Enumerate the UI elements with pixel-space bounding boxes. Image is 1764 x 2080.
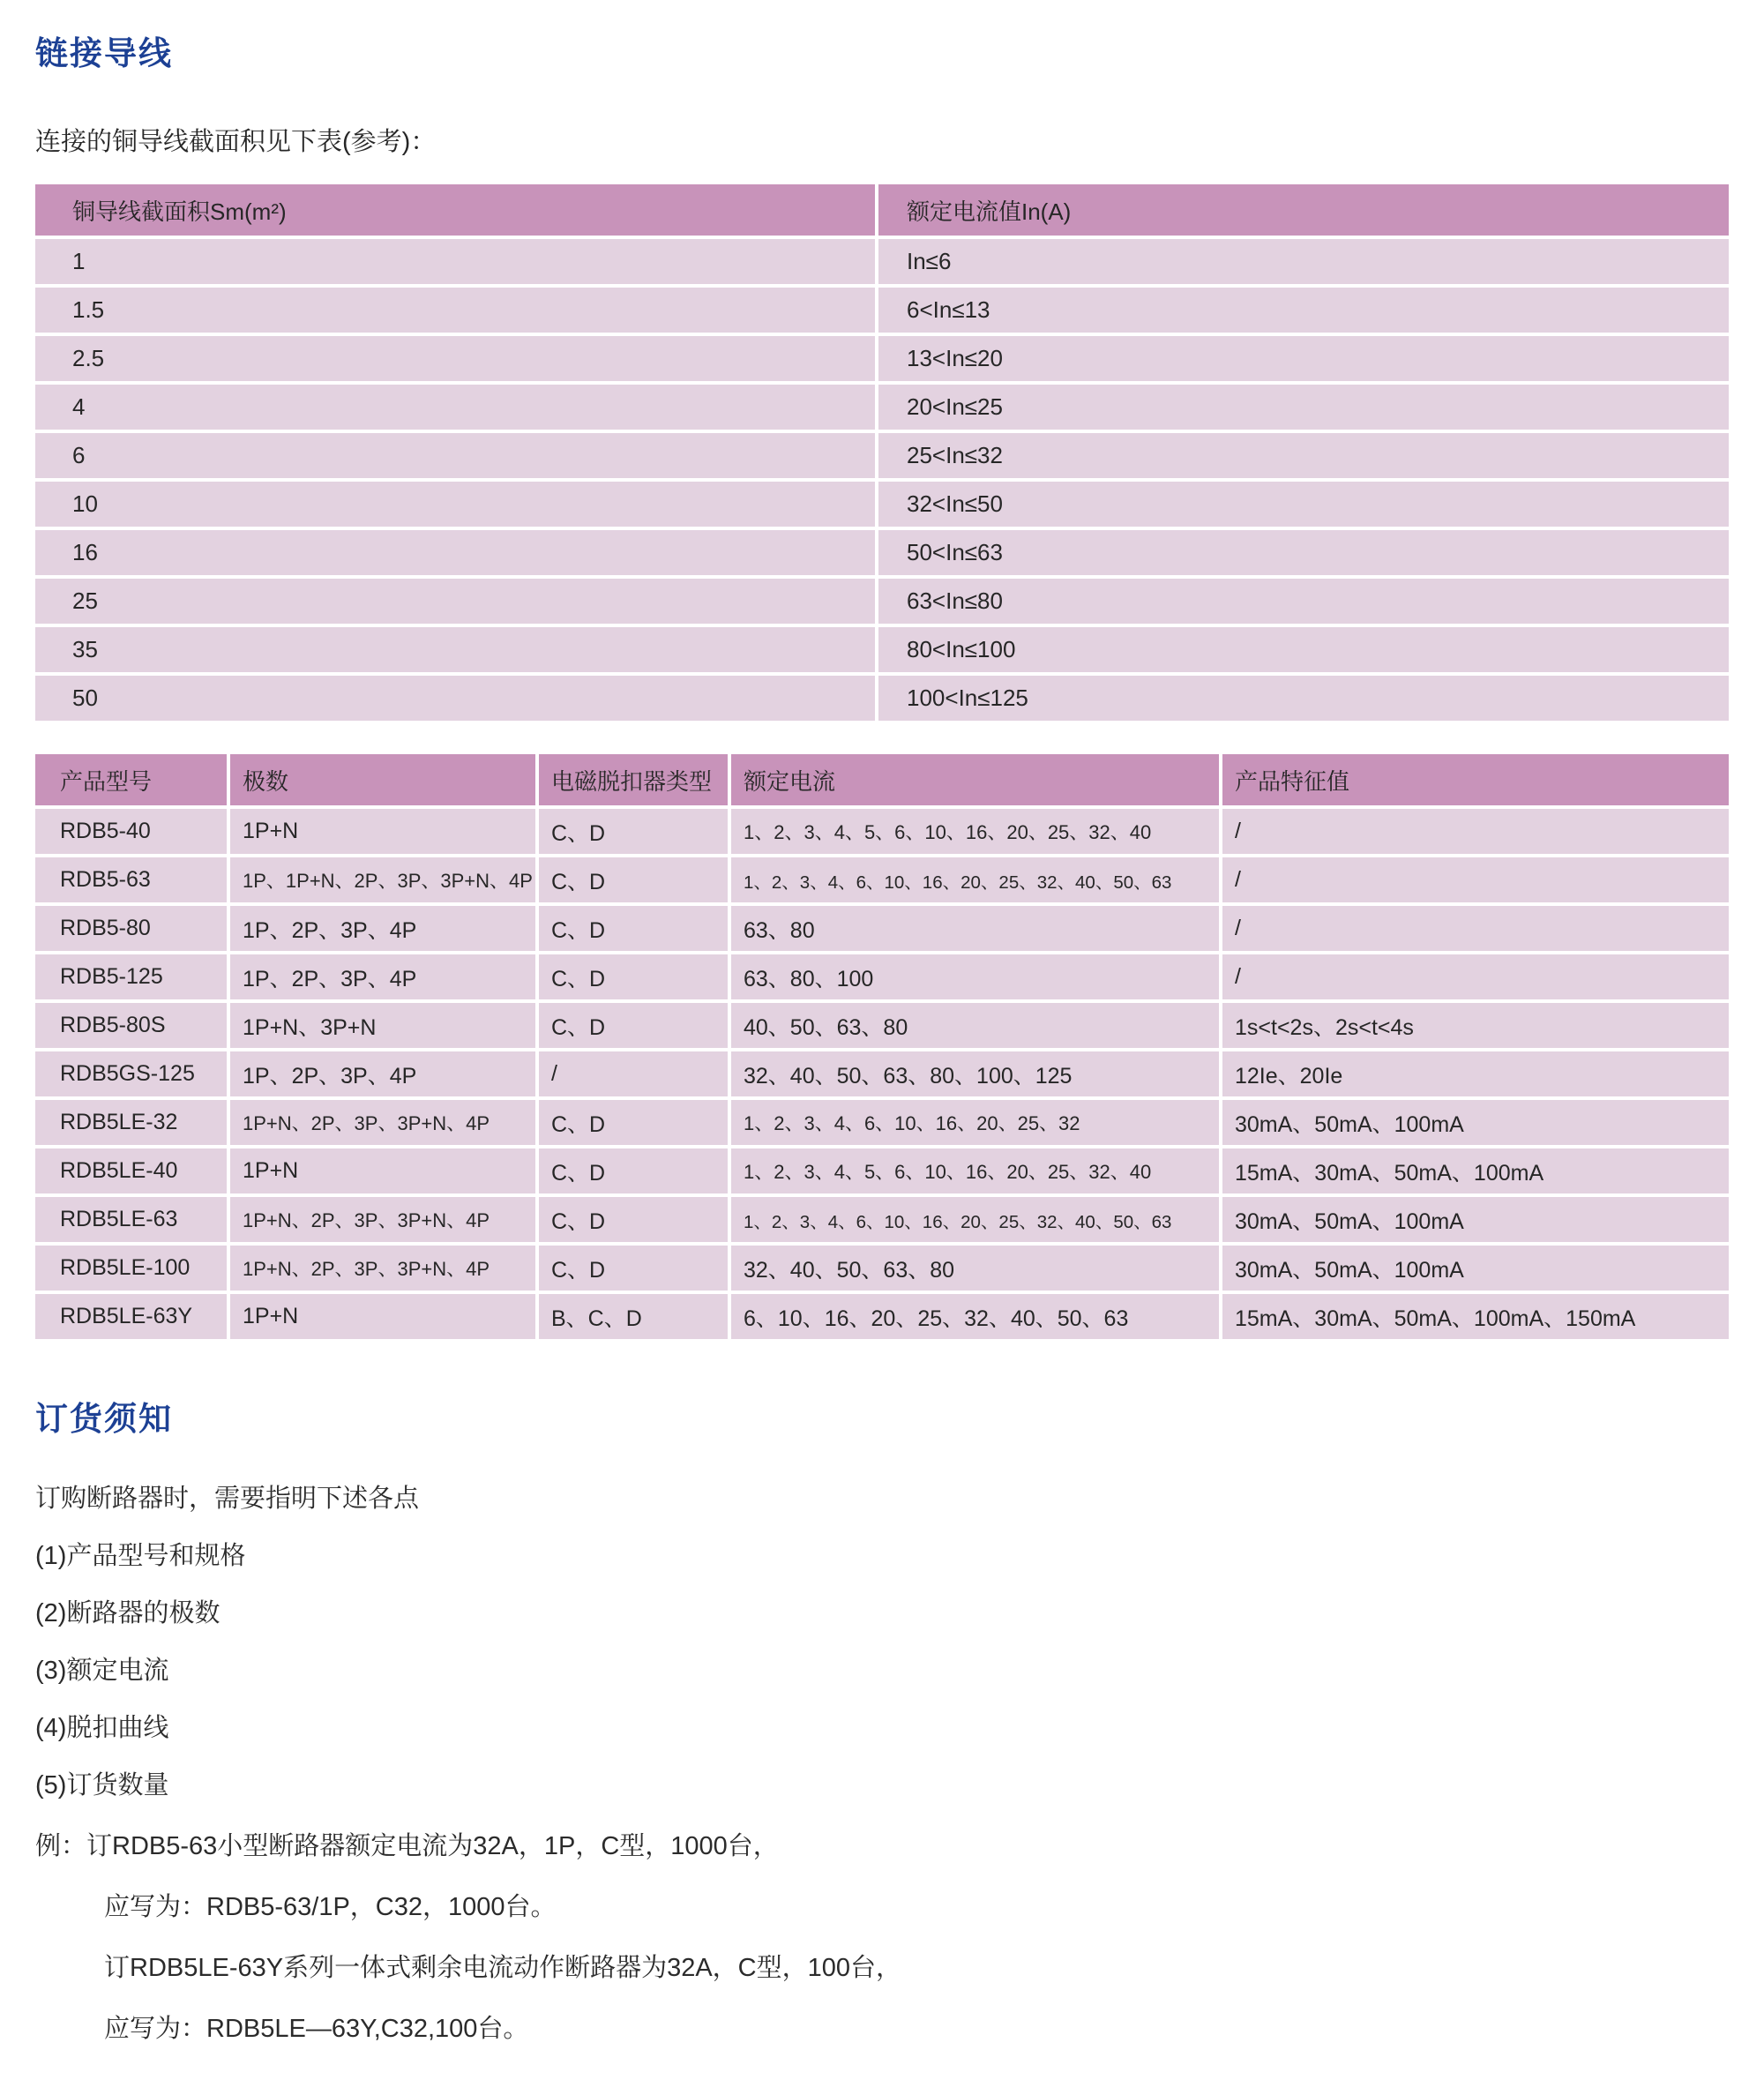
wire-table-intro: 连接的铜导线截面积见下表(参考)： [35,128,437,156]
cell-cross-section: 1.5 [35,286,877,334]
cell-model: RDB5-63 [35,856,228,904]
cell-model: RDB5-80 [35,904,228,953]
cell-trip-type: C、D [537,856,729,904]
cell-poles: 1P+N、2P、3P、3P+N、4P [228,1244,537,1292]
cell-cross-section: 10 [35,480,877,528]
ordering-example-line-1: 例：订RDB5-63小型断路器额定电流为32A，1P，C型，1000台， [35,1832,779,1860]
wire-table-header-rated-current: 额定电流值In(A) [877,184,1729,237]
cell-feature: / [1221,807,1729,856]
cell-model: RDB5GS-125 [35,1050,228,1098]
cell-rated-current: 13<In≤20 [877,334,1729,383]
cell-rated-current: 1、2、3、4、6、10、16、20、25、32、40、50、63 [729,856,1221,904]
cell-model: RDB5LE-100 [35,1244,228,1292]
cell-poles: 1P、2P、3P、4P [228,904,537,953]
product-table-row [35,1195,1729,1244]
cell-feature: / [1221,904,1729,953]
cell-model: RDB5-40 [35,807,228,856]
ordering-example-line-4: 应写为：RDB5LE—63Y,C32,100台。 [104,2015,529,2043]
cell-poles: 1P、1P+N、2P、3P、3P+N、4P [228,856,537,904]
ordering-item-2: (2)断路器的极数 [35,1599,220,1627]
cell-poles: 1P+N、2P、3P、3P+N、4P [228,1098,537,1147]
ordering-item-5: (5)订货数量 [35,1771,169,1799]
wire-table-header-row [35,184,1729,237]
ordering-item-3: (3)额定电流 [35,1657,169,1685]
cell-rated-current: 6、10、16、20、25、32、40、50、63 [729,1292,1221,1341]
cell-trip-type: C、D [537,1098,729,1147]
ordering-example-line-2: 应写为：RDB5-63/1P，C32，1000台。 [104,1893,557,1921]
wire-table-row [35,674,1729,722]
cell-rated-current: 32、40、50、63、80 [729,1244,1221,1292]
section-title-ordering: 订货须知 [35,1401,173,1437]
ordering-intro: 订购断路器时，需要指明下述各点 [35,1485,420,1513]
wire-table-row [35,334,1729,383]
product-table-header-model: 产品型号 [35,754,228,807]
cell-rated-current: In≤6 [877,237,1729,286]
wire-cross-section-table [35,184,1729,724]
product-table-header-rated-current: 额定电流 [729,754,1221,807]
cell-trip-type: C、D [537,953,729,1001]
cell-feature: 1s<t<2s、2s<t<4s [1221,1001,1729,1050]
cell-rated-current: 40、50、63、80 [729,1001,1221,1050]
cell-rated-current: 1、2、3、4、6、10、16、20、25、32、40、50、63 [729,1195,1221,1244]
product-table-row [35,1001,1729,1050]
cell-model: RDB5LE-63 [35,1195,228,1244]
ordering-example-line-3: 订RDB5LE-63Y系列一体式剩余电流动作断路器为32A，C型，100台， [104,1954,902,1982]
cell-rated-current: 1、2、3、4、5、6、10、16、20、25、32、40 [729,1147,1221,1195]
cell-cross-section: 1 [35,237,877,286]
wire-table-row [35,237,1729,286]
cell-rated-current: 63、80 [729,904,1221,953]
product-table-header-poles: 极数 [228,754,537,807]
cell-trip-type: C、D [537,1244,729,1292]
wire-table-row [35,383,1729,431]
cell-trip-type: C、D [537,1195,729,1244]
cell-rated-current: 25<In≤32 [877,431,1729,480]
cell-poles: 1P+N、3P+N [228,1001,537,1050]
wire-table-row [35,286,1729,334]
cell-cross-section: 35 [35,625,877,674]
cell-feature: 30mA、50mA、100mA [1221,1244,1729,1292]
cell-cross-section: 16 [35,528,877,577]
cell-rated-current: 63、80、100 [729,953,1221,1001]
cell-trip-type: / [537,1050,729,1098]
cell-model: RDB5LE-32 [35,1098,228,1147]
cell-cross-section: 2.5 [35,334,877,383]
product-spec-table [35,754,1729,1343]
wire-table-row [35,625,1729,674]
cell-trip-type: C、D [537,1001,729,1050]
cell-feature: 15mA、30mA、50mA、100mA [1221,1147,1729,1195]
cell-model: RDB5-80S [35,1001,228,1050]
cell-rated-current: 50<In≤63 [877,528,1729,577]
cell-rated-current: 63<In≤80 [877,577,1729,625]
cell-model: RDB5LE-40 [35,1147,228,1195]
product-table-row [35,1098,1729,1147]
cell-poles: 1P+N [228,807,537,856]
product-table-row [35,1050,1729,1098]
cell-trip-type: B、C、D [537,1292,729,1341]
wire-table-row [35,577,1729,625]
cell-rated-current: 32<In≤50 [877,480,1729,528]
cell-model: RDB5LE-63Y [35,1292,228,1341]
product-table-header-trip-type: 电磁脱扣器类型 [537,754,729,807]
cell-feature: 30mA、50mA、100mA [1221,1098,1729,1147]
ordering-item-4: (4)脱扣曲线 [35,1714,169,1742]
product-table-row [35,953,1729,1001]
product-table-row [35,1292,1729,1341]
cell-cross-section: 50 [35,674,877,722]
product-table-row [35,856,1729,904]
product-table-row [35,807,1729,856]
cell-poles: 1P+N [228,1147,537,1195]
product-table-row [35,904,1729,953]
cell-rated-current: 20<In≤25 [877,383,1729,431]
wire-table-row [35,431,1729,480]
cell-cross-section: 4 [35,383,877,431]
cell-trip-type: C、D [537,904,729,953]
section-title-link-wires: 链接导线 [35,35,173,71]
cell-rated-current: 32、40、50、63、80、100、125 [729,1050,1221,1098]
cell-trip-type: C、D [537,807,729,856]
product-table-row [35,1244,1729,1292]
wire-table-row [35,528,1729,577]
cell-rated-current: 1、2、3、4、5、6、10、16、20、25、32、40 [729,807,1221,856]
cell-model: RDB5-125 [35,953,228,1001]
product-table-row [35,1147,1729,1195]
cell-poles: 1P+N [228,1292,537,1341]
cell-feature: 15mA、30mA、50mA、100mA、150mA [1221,1292,1729,1341]
cell-cross-section: 6 [35,431,877,480]
product-table-header-row [35,754,1729,807]
wire-table-header-cross-section: 铜导线截面积Sm(m²) [35,184,877,237]
cell-poles: 1P、2P、3P、4P [228,953,537,1001]
cell-rated-current: 80<In≤100 [877,625,1729,674]
cell-feature: / [1221,856,1729,904]
cell-cross-section: 25 [35,577,877,625]
cell-feature: / [1221,953,1729,1001]
cell-feature: 30mA、50mA、100mA [1221,1195,1729,1244]
cell-feature: 12Ie、20Ie [1221,1050,1729,1098]
cell-rated-current: 1、2、3、4、6、10、16、20、25、32 [729,1098,1221,1147]
product-table-header-feature: 产品特征值 [1221,754,1729,807]
cell-poles: 1P、2P、3P、4P [228,1050,537,1098]
cell-trip-type: C、D [537,1147,729,1195]
cell-rated-current: 6<In≤13 [877,286,1729,334]
cell-poles: 1P+N、2P、3P、3P+N、4P [228,1195,537,1244]
ordering-item-1: (1)产品型号和规格 [35,1542,246,1570]
wire-table-row [35,480,1729,528]
cell-rated-current: 100<In≤125 [877,674,1729,722]
